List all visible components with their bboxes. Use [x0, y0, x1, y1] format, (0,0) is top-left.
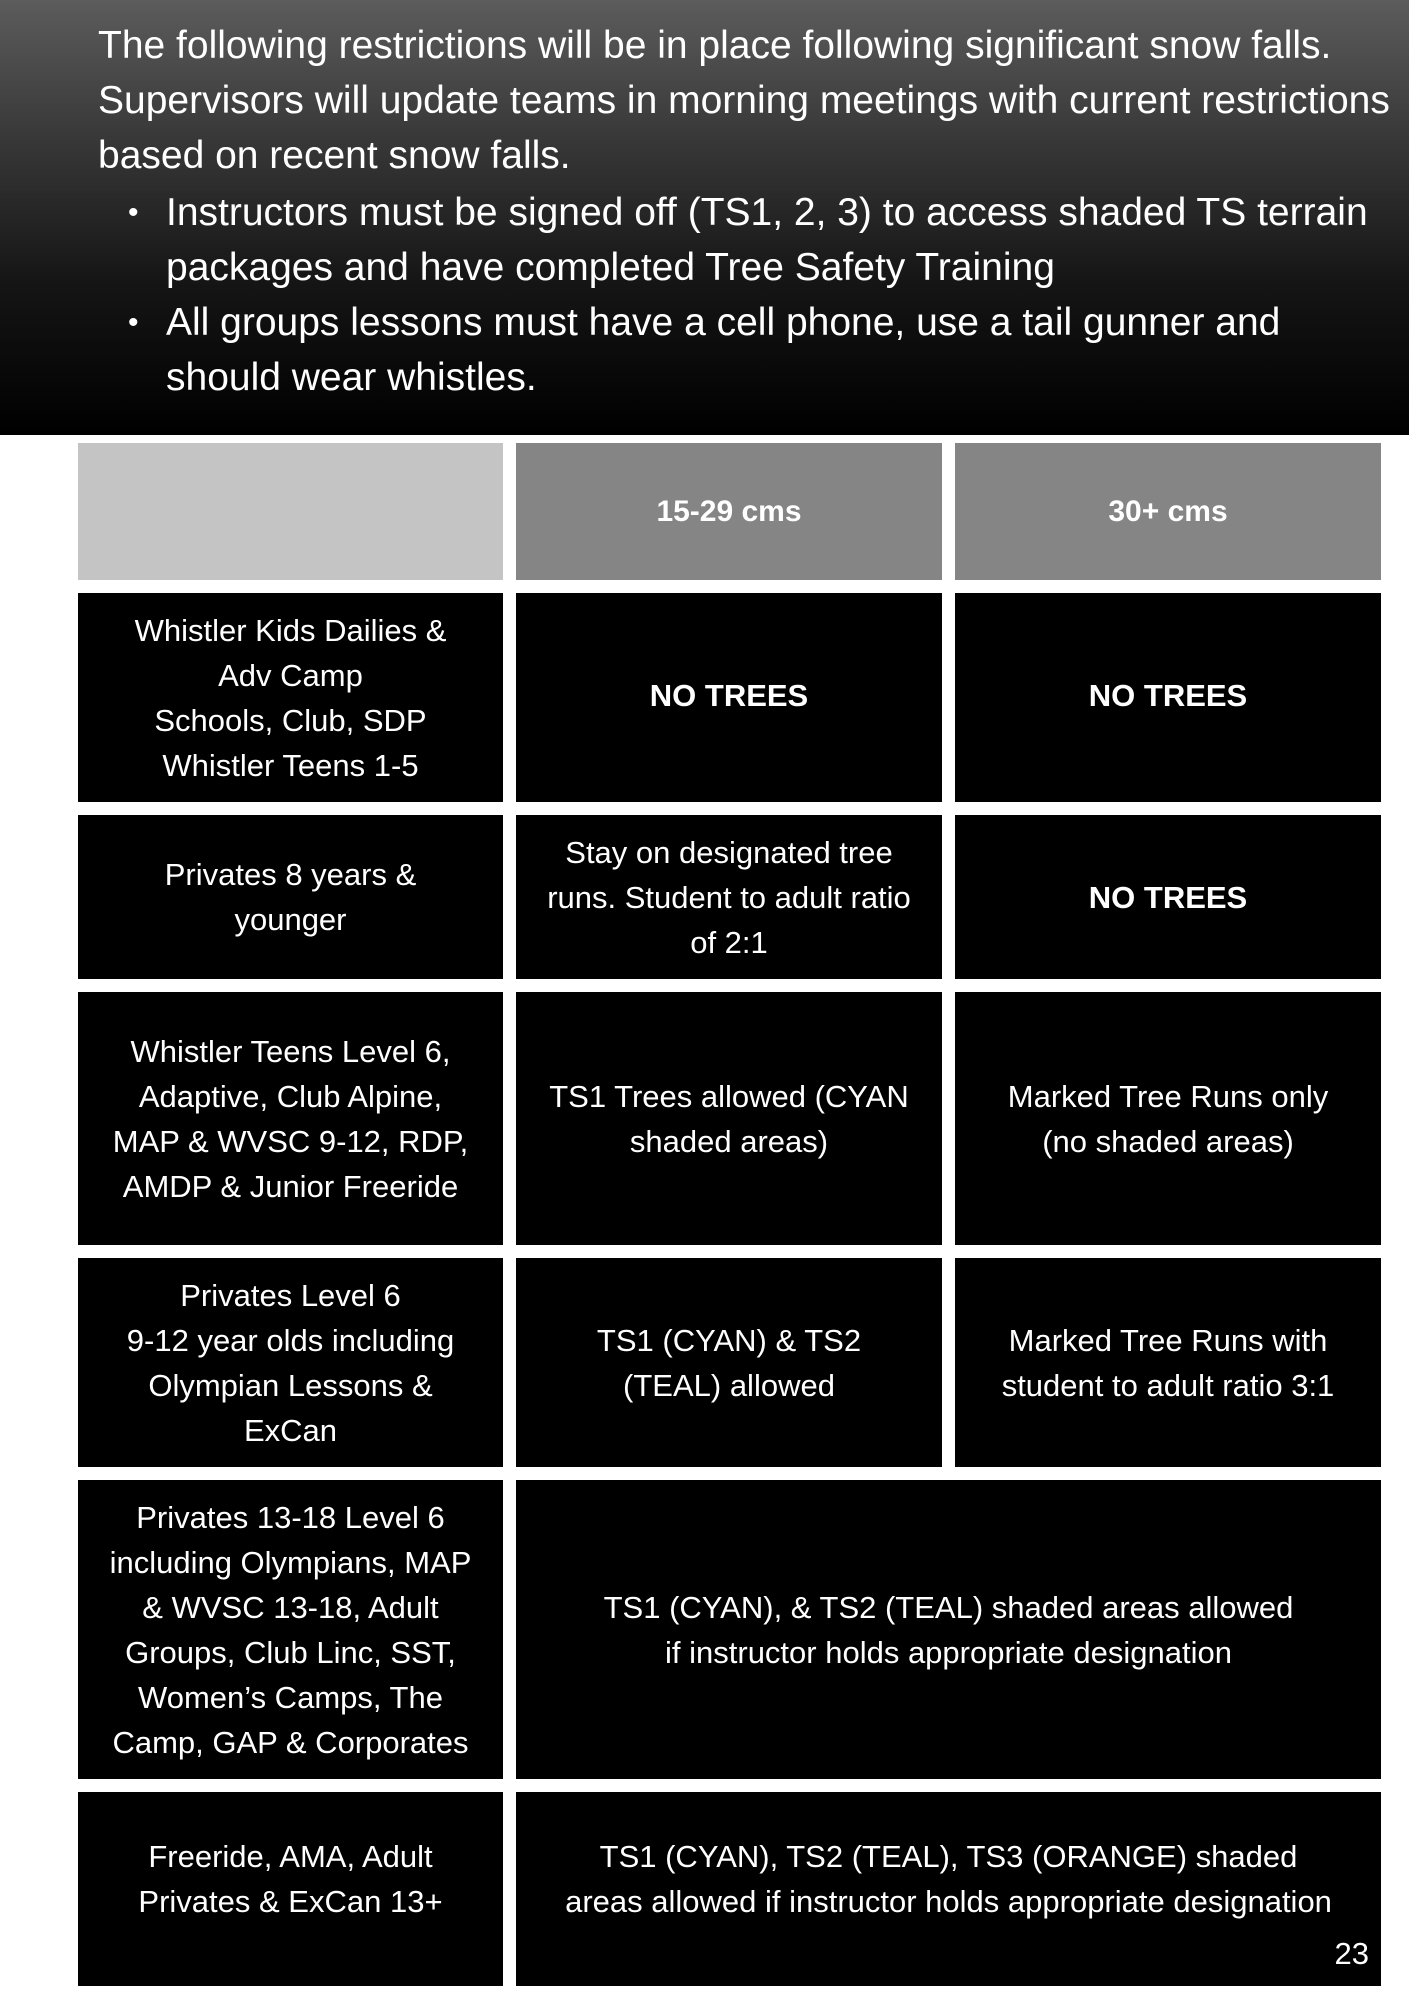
- table-row-group: [78, 1480, 503, 1779]
- group-label: Whistler Kids Dailies & Adv Camp Schools, Club, SDP Whistler Teens 1-5: [134, 612, 447, 783]
- table-cell-30-plus: [955, 815, 1381, 979]
- group-label: Privates 13-18 Level 6 including Olympians, MAP & WVSC 13-18, Adult Groups, Club Linc, SST, Women’s Camps, The Camp, GAP & Corporates: [109, 1499, 472, 1760]
- bullet-item: [98, 185, 1388, 295]
- table-row-group: [78, 1258, 503, 1467]
- rule-text: NO TREES: [649, 677, 809, 713]
- table-row-group: [78, 593, 503, 802]
- restriction-bullets: [98, 185, 1388, 405]
- rule-text: NO TREES: [1088, 879, 1248, 915]
- table-cell-merged: [516, 1792, 1381, 1986]
- table-header-blank: [78, 443, 503, 580]
- group-label: Whistler Teens Level 6, Adaptive, Club Alpine, MAP & WVSC 9-12, RDP, AMDP & Junior Freeride: [112, 1033, 469, 1204]
- table-cell-15-29: [516, 992, 942, 1245]
- group-label: Privates Level 6 9-12 year olds including Olympian Lessons & ExCan: [126, 1277, 455, 1448]
- page-number: 23: [1334, 1936, 1369, 1971]
- bullet-item: [98, 295, 1388, 405]
- table-cell-30-plus: [955, 992, 1381, 1245]
- table-cell-merged: [516, 1480, 1381, 1779]
- intro-text: The following restrictions will be in place following significant snow falls. Supervisors will update teams in morning meetings with current restrictions based on recent snow falls.: [98, 24, 1390, 177]
- group-label: Privates 8 years & younger: [164, 857, 417, 937]
- bullet-dot-icon: •: [128, 196, 139, 229]
- table-cell-15-29: [516, 1258, 942, 1467]
- rule-text: TS1 (CYAN), & TS2 (TEAL) shaded areas allowed if instructor holds appropriate designation: [603, 1589, 1294, 1670]
- rule-text: Stay on designated tree runs. Student to adult ratio of 2:1: [547, 834, 911, 960]
- rule-text: TS1 Trees allowed (CYAN shaded areas): [549, 1078, 909, 1159]
- bullet-dot-icon: •: [128, 306, 139, 339]
- bullet-text: All groups lessons must have a cell phone, use a tail gunner and should wear whistles.: [166, 301, 1281, 399]
- table-row-group: [78, 1792, 503, 1986]
- group-label: Freeride, AMA, Adult Privates & ExCan 13+: [138, 1839, 443, 1919]
- table-row-group: [78, 992, 503, 1245]
- table-cell-30-plus: [955, 593, 1381, 802]
- table-header-15-29: [516, 443, 942, 580]
- rule-text: Marked Tree Runs only (no shaded areas): [1007, 1078, 1329, 1159]
- rule-text: Marked Tree Runs with student to adult ratio 3:1: [1001, 1322, 1335, 1403]
- header-banner: [0, 0, 1409, 435]
- table-cell-15-29: [516, 593, 942, 802]
- bullet-text: Instructors must be signed off (TS1, 2, 3) to access shaded TS terrain packages and have completed Tree Safety Training: [166, 191, 1368, 289]
- table-cell-30-plus: [955, 1258, 1381, 1467]
- header-label: 15-29 cms: [656, 495, 802, 528]
- rule-text: TS1 (CYAN), TS2 (TEAL), TS3 (ORANGE) shaded areas allowed if instructor holds appropriate designation: [565, 1839, 1332, 1919]
- table-header-30-plus: [955, 443, 1381, 580]
- header-label: 30+ cms: [1108, 495, 1228, 528]
- rule-text: TS1 (CYAN) & TS2 (TEAL) allowed: [596, 1322, 862, 1403]
- rule-text: NO TREES: [1088, 677, 1248, 713]
- table-cell-15-29: [516, 815, 942, 979]
- table-row-group: [78, 815, 503, 979]
